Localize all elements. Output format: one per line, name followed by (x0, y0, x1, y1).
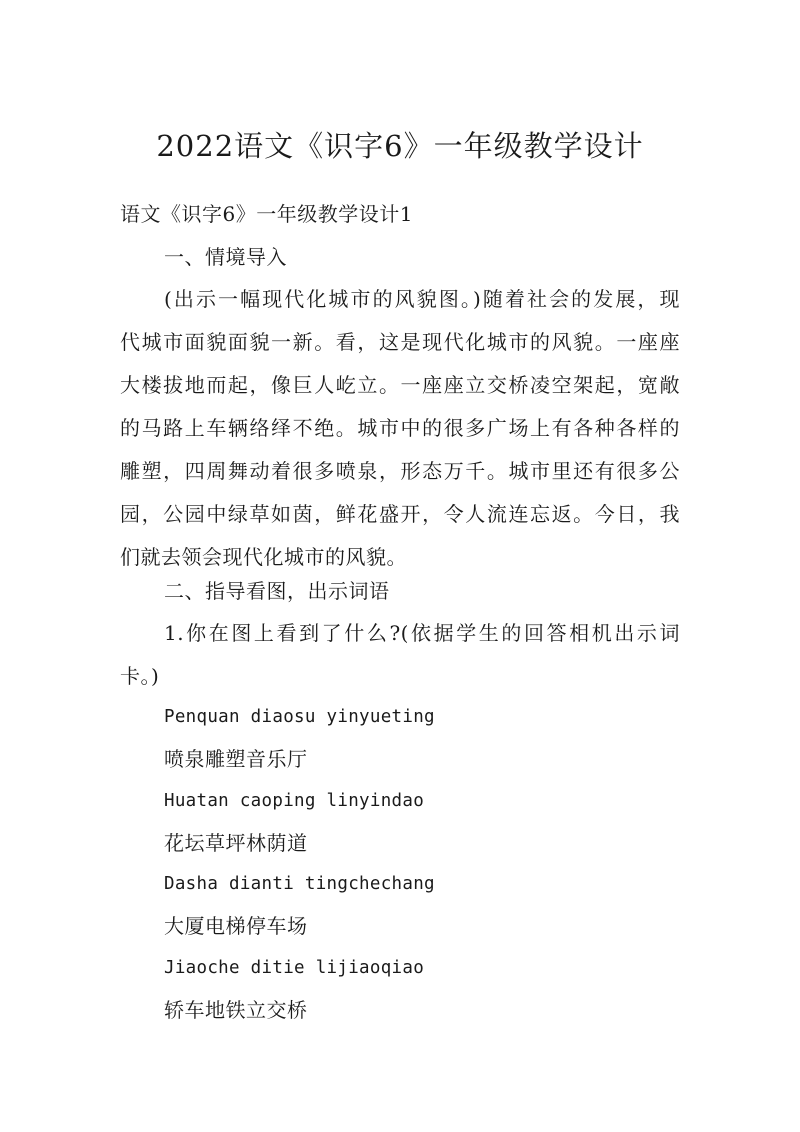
document-title: 2022语文《识字6》一年级教学设计 (156, 129, 644, 163)
paragraph-line: 园，公园中绿草如茵，鲜花盛开，令人流连忘返。今日，我 (120, 502, 680, 526)
question-paragraph (120, 618, 680, 704)
paragraph-line: (出示一幅现代化城市的风貌图。)随着社会的发展，现 (164, 287, 680, 311)
hanzi-line: 喷泉雕塑音乐厅 (164, 747, 308, 771)
pinyin-line: Penquan diaosu yinyueting (164, 707, 435, 727)
paragraph-line: 代城市面貌面貌一新。看，这是现代化城市的风貌。一座座 (120, 330, 680, 354)
document-subtitle: 语文《识字6》一年级教学设计1 (120, 202, 413, 226)
hanzi-line: 大厦电梯停车场 (164, 914, 308, 938)
hanzi-line: 花坛草坪林荫道 (164, 831, 308, 855)
paragraph-line: 雕塑，四周舞动着很多喷泉，形态万千。城市里还有很多公 (120, 459, 680, 483)
pinyin-line: Dasha dianti tingchechang (164, 874, 435, 894)
paragraph-line: 1.你在图上看到了什么?(依据学生的回答相机出示词 (164, 621, 680, 645)
paragraph-line: 卡。) (120, 664, 160, 688)
hanzi-line: 轿车地铁立交桥 (164, 998, 308, 1022)
paragraph-line: 的马路上车辆络绎不绝。城市中的很多广场上有各种各样的 (120, 416, 680, 440)
intro-paragraph (120, 284, 680, 585)
pinyin-line: Jiaoche ditie lijiaoqiao (164, 958, 425, 978)
section-heading-1: 一、情境导入 (164, 245, 287, 269)
paragraph-line: 大楼拔地而起，像巨人屹立。一座座立交桥凌空架起，宽敞 (120, 373, 680, 397)
pinyin-line: Huatan caoping linyindao (164, 791, 425, 811)
section-heading-2: 二、指导看图，出示词语 (164, 579, 390, 603)
paragraph-line: 们就去领会现代化城市的风貌。 (120, 545, 407, 569)
